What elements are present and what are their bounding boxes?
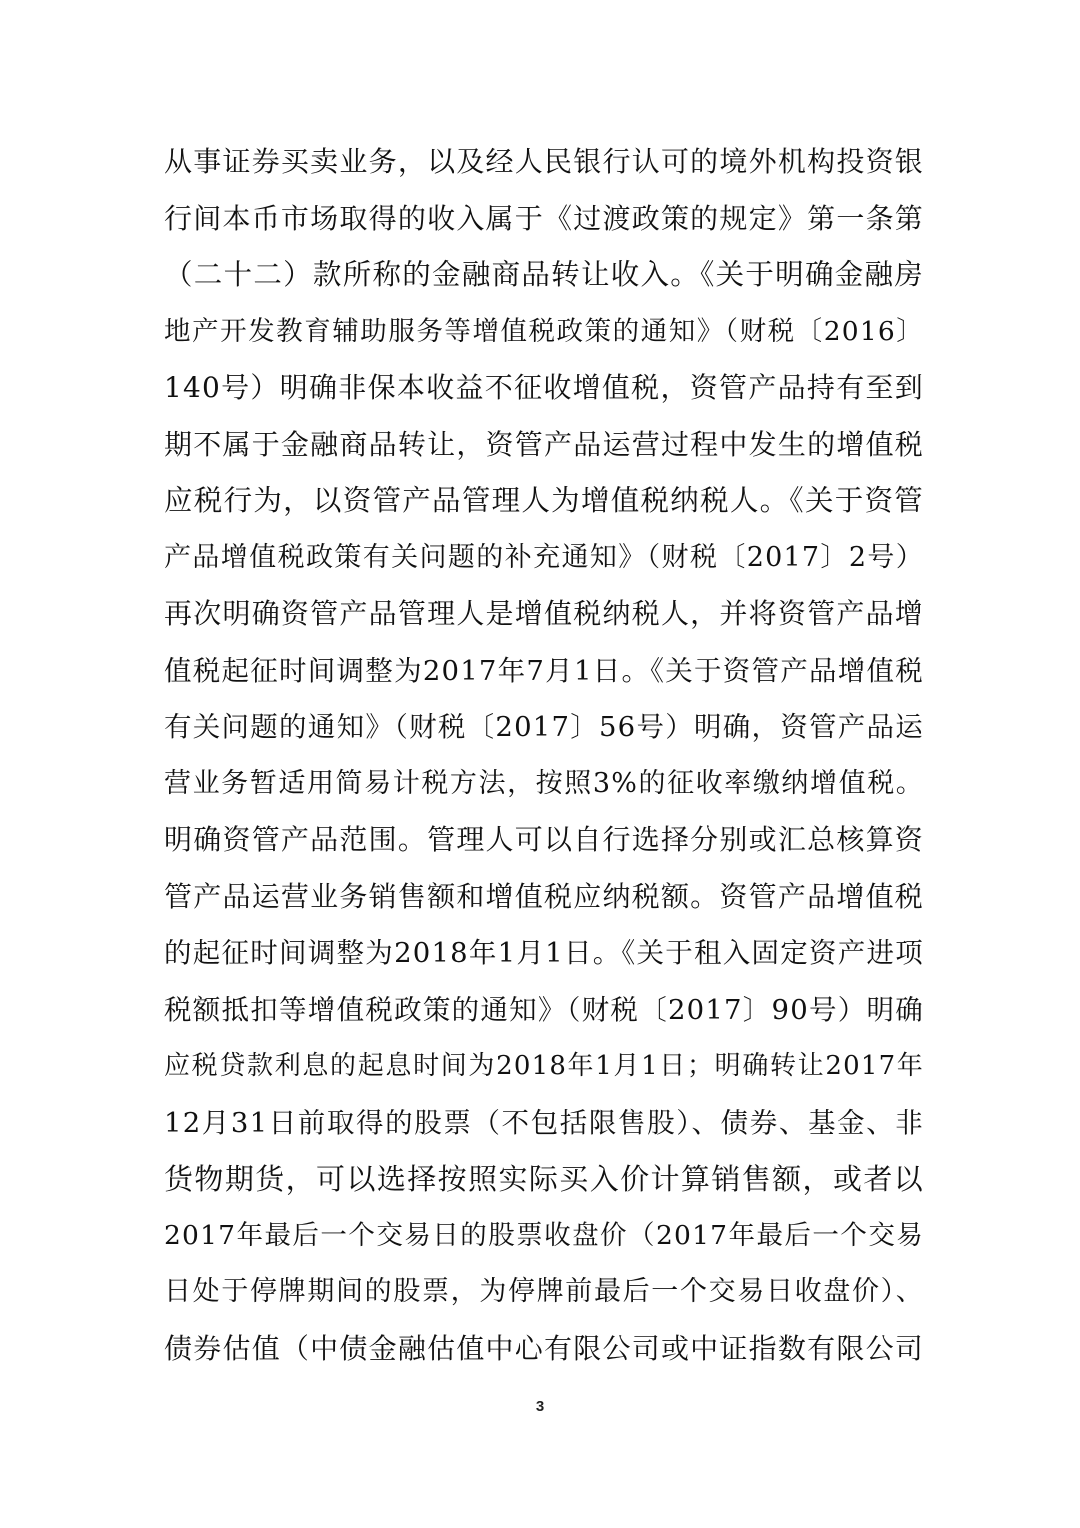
body-text [164,134,924,1377]
text-line: 货物期货，可以选择按照实际买入价计算销售额，或者以 [164,1162,924,1196]
text-line: 地产开发教育辅助服务等增值税政策的通知》（财税〔2016〕 [164,315,924,347]
text-line: 明确资管产品范围。管理人可以自行选择分别或汇总核算资 [164,823,924,856]
text-line: 140号）明确非保本收益不征收增值税，资管产品持有至到 [164,371,924,404]
text-line: 从事证券买卖业务，以及经人民银行认可的境外机构投资银 [164,145,924,178]
text-line: 值税起征时间调整为2017年7月1日。《关于资管产品增值税 [164,654,924,687]
text-line: 2017年最后一个交易日的股票收盘价（2017年最后一个交易 [164,1219,924,1251]
text-line: （二十二）款所称的金融商品转让收入。《关于明确金融房 [164,258,924,291]
text-line: 12月31日前取得的股票（不包括限售股）、债券、基金、非 [164,1106,924,1139]
text-line: 日处于停牌期间的股票，为停牌前最后一个交易日收盘价）、 [164,1276,924,1307]
text-line: 再次明确资管产品管理人是增值税纳税人，并将资管产品增 [164,597,924,630]
text-line: 期不属于金融商品转让，资管产品运营过程中发生的增值税 [164,427,924,461]
text-line: 债券估值（中债金融估值中心有限公司或中证指数有限公司 [164,1331,924,1365]
text-line: 有关问题的通知》（财税〔2017〕56号）明确，资管产品运 [164,711,924,743]
text-line: 税额抵扣等增值税政策的通知》（财税〔2017〕90号）明确 [164,993,924,1026]
page-number: 3 [535,1398,545,1415]
text-line: 应税行为，以资管产品管理人为增值税纳税人。《关于资管 [164,484,924,517]
text-line: 管产品运营业务销售额和增值税应纳税额。资管产品增值税 [164,879,924,913]
text-line: 营业务暂适用简易计税方法，按照3%的征收率缴纳增值税。 [164,767,924,799]
text-line: 行间本币市场取得的收入属于《过渡政策的规定》第一条第 [164,201,924,235]
text-line: 应税贷款利息的起息时间为2018年1月1日；明确转让2017年 [164,1051,924,1081]
text-line: 产品增值税政策有关问题的补充通知》（财税〔2017〕2号） [164,541,924,573]
text-line: 的起征时间调整为2018年1月1日。《关于租入固定资产进项 [164,937,924,969]
